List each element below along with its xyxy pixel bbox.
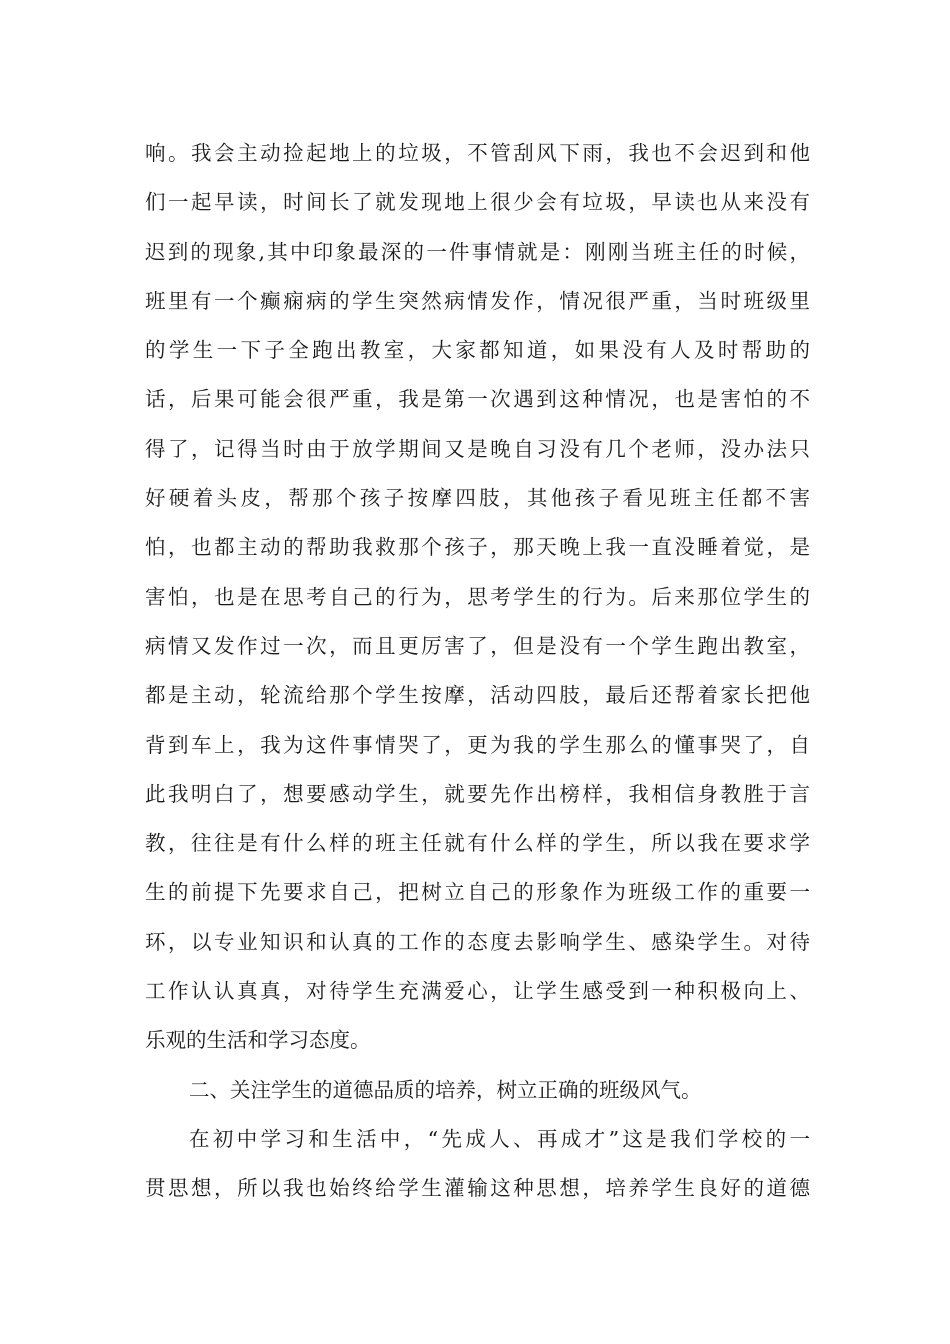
- text-line: 教，往往是有什么样的班主任就有什么样的学生，所以我在要求学: [145, 831, 810, 856]
- paragraph-3: [145, 1115, 810, 1214]
- text-line: 们一起早读，时间长了就发现地上很少会有垃圾，早读也从来没有: [145, 190, 810, 215]
- body-text: [145, 129, 810, 1214]
- text-line: 班里有一个癫痫病的学生突然病情发作，情况很严重，当时班级里: [145, 288, 810, 313]
- paragraph-1: [145, 129, 810, 1066]
- text-line: 工作认认真真，对待学生充满爱心，让学生感受到一种积极向上、: [145, 979, 810, 1004]
- text-line: 环，以专业知识和认真的工作的态度去影响学生、感染学生。对待: [145, 929, 810, 954]
- text-line: 得了，记得当时由于放学期间又是晚自习没有几个老师，没办法只: [145, 436, 810, 461]
- text-line: 响。我会主动捡起地上的垃圾，不管刮风下雨，我也不会迟到和他: [145, 141, 810, 165]
- paragraph-2: [145, 1066, 810, 1115]
- text-line: 都是主动，轮流给那个学生按摩，活动四肢，最后还帮着家长把他: [145, 683, 810, 708]
- text-line: 好硬着头皮，帮那个孩子按摩四肢，其他孩子看见班主任都不害: [145, 486, 810, 511]
- text-line: 迟到的现象,其中印象最深的一件事情就是：刚刚当班主任的时候，: [145, 239, 810, 264]
- text-line: 背到车上，我为这件事情哭了，更为我的学生那么的懂事哭了，自: [145, 732, 810, 757]
- section-heading: 二、关注学生的道德品质的培养，树立正确的班级风气。: [189, 1077, 702, 1102]
- text-line: 生的前提下先要求自己，把树立自己的形象作为班级工作的重要一: [145, 880, 810, 905]
- text-line: 病情又发作过一次，而且更厉害了，但是没有一个学生跑出教室，: [145, 633, 810, 658]
- text-line: 的学生一下子全跑出教室，大家都知道，如果没有人及时帮助的: [145, 338, 810, 363]
- text-line: 话，后果可能会很严重，我是第一次遇到这种情况，也是害怕的不: [145, 387, 810, 412]
- text-line: 贯思想，所以我也始终给学生灌输这种思想，培养学生良好的道德: [145, 1176, 810, 1201]
- text-line: 此我明白了，想要感动学生，就要先作出榜样，我相信身教胜于言: [145, 781, 810, 806]
- text-line: 乐观的生活和学习态度。: [145, 1028, 371, 1053]
- text-line: 害怕，也是在思考自己的行为，思考学生的行为。后来那位学生的: [145, 584, 810, 609]
- text-line: 怕，也都主动的帮助我救那个孩子，那天晚上我一直没睡着觉，是: [145, 535, 810, 560]
- text-line: 在初中学习和生活中，“先成人、再成才”这是我们学校的一: [189, 1126, 810, 1151]
